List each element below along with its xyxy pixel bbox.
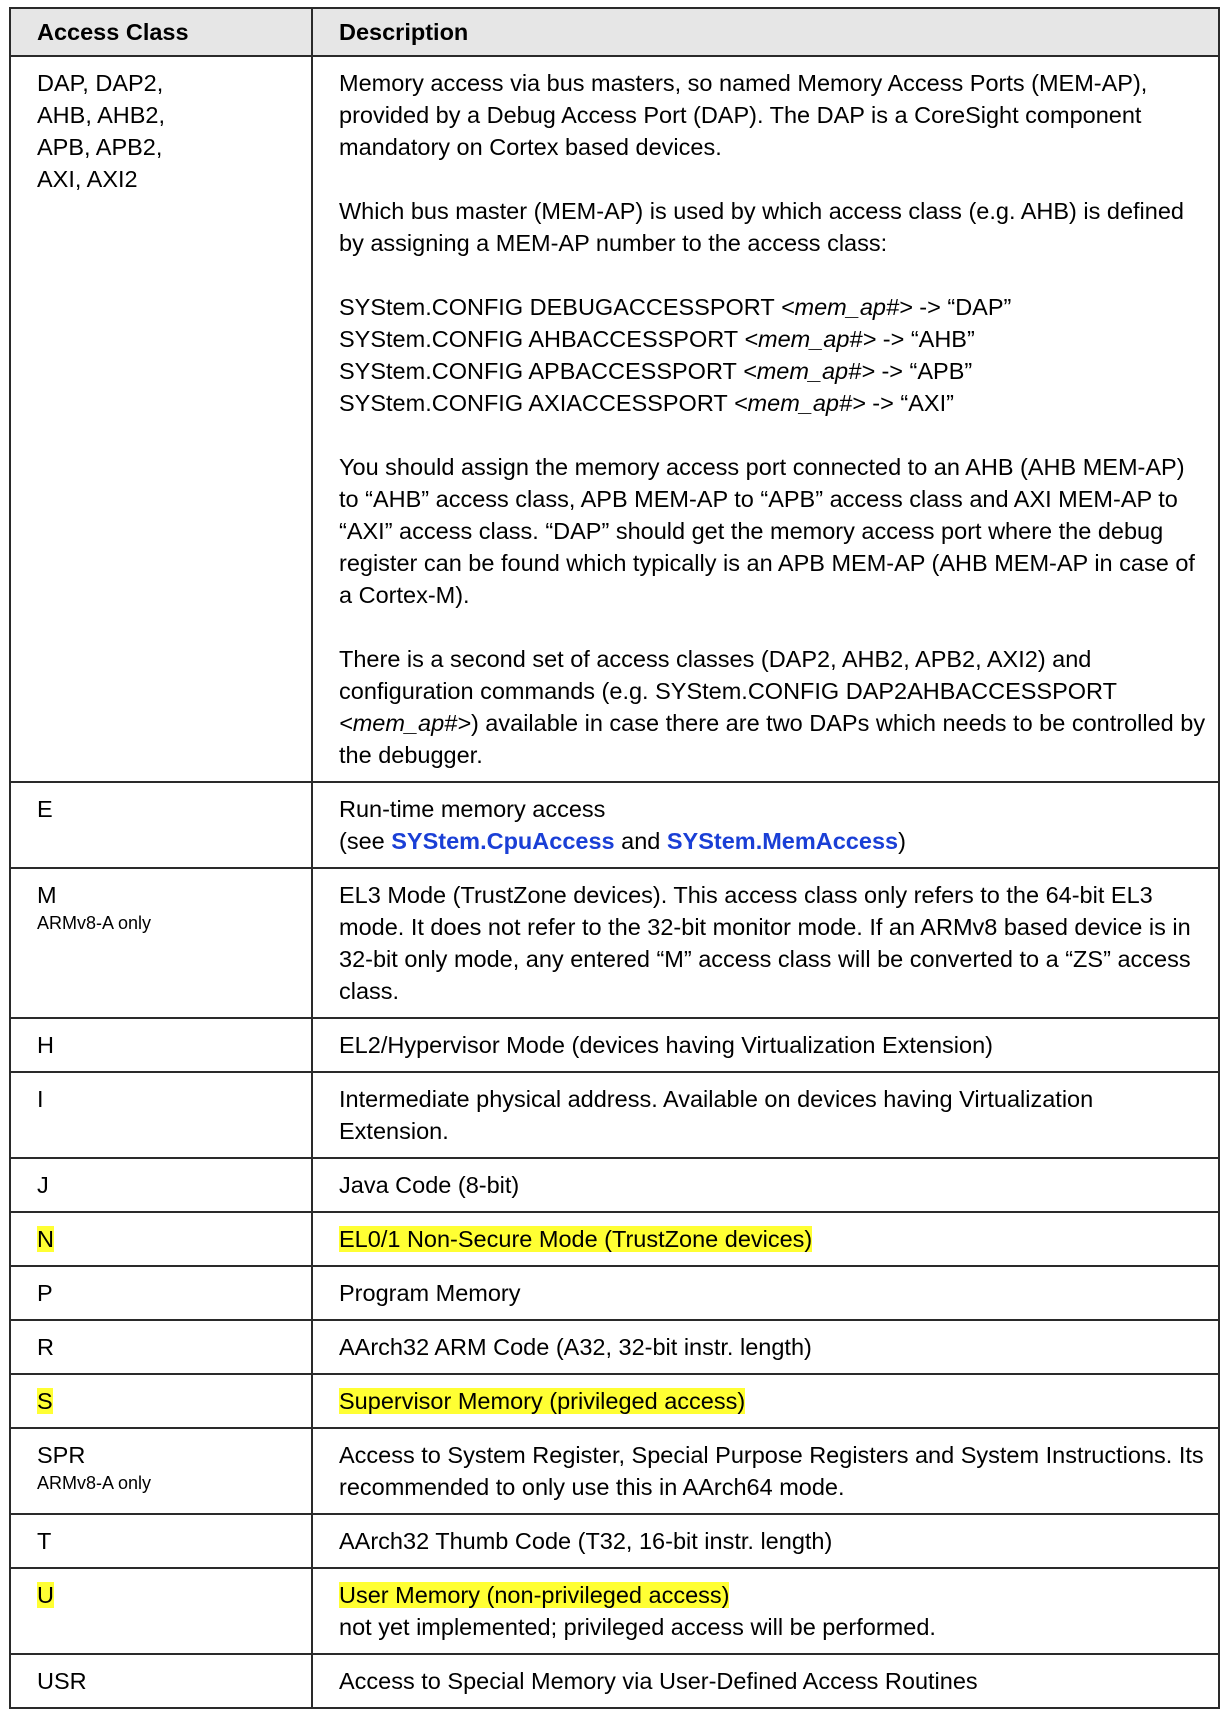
highlighted-class: N bbox=[37, 1226, 54, 1252]
access-class-cell bbox=[10, 1212, 312, 1266]
description-cell: Intermediate physical address. Available on devices having Virtualization Extension. bbox=[312, 1072, 1219, 1158]
description-cell: EL2/Hypervisor Mode (devices having Virtualization Extension) bbox=[312, 1018, 1219, 1072]
access-class-cell: E bbox=[10, 782, 312, 868]
link-system-cpuaccess[interactable]: SYStem.CpuAccess bbox=[391, 828, 615, 854]
description-line bbox=[339, 825, 1206, 857]
command-target: -> “APB” bbox=[874, 358, 973, 384]
command-text: SYStem.CONFIG DEBUGACCESSPORT bbox=[339, 294, 781, 320]
description-cell bbox=[312, 1212, 1219, 1266]
access-class-cell: USR bbox=[10, 1654, 312, 1708]
paragraph-text: ) bbox=[898, 828, 906, 854]
description-cell: AArch32 Thumb Code (T32, 16-bit instr. length) bbox=[312, 1514, 1219, 1568]
command-text: SYStem.CONFIG APBACCESSPORT bbox=[339, 358, 743, 384]
description-cell: Program Memory bbox=[312, 1266, 1219, 1320]
class-note: ARMv8-A only bbox=[37, 913, 152, 933]
description-cell: Java Code (8-bit) bbox=[312, 1158, 1219, 1212]
class-line: AXI, AXI2 bbox=[37, 166, 138, 192]
highlighted-description: User Memory (non-privileged access) bbox=[339, 1582, 730, 1608]
table-row-dap bbox=[10, 56, 1219, 782]
command-line bbox=[339, 355, 1206, 387]
access-class-table bbox=[9, 7, 1220, 1709]
description-note: not yet implemented; privileged access will be performed. bbox=[339, 1614, 936, 1640]
command-arg: <mem_ap#> bbox=[733, 390, 866, 416]
table-row-h bbox=[10, 1018, 1219, 1072]
table-row-spr bbox=[10, 1428, 1219, 1514]
command-arg: <mem_ap#> bbox=[339, 710, 471, 736]
table-row-j bbox=[10, 1158, 1219, 1212]
access-class-cell: P bbox=[10, 1266, 312, 1320]
description-cell: Access to System Register, Special Purpose Registers and System Instructions. Its recommended to only use this in AArch64 mode. bbox=[312, 1428, 1219, 1514]
command-line bbox=[339, 291, 1206, 323]
header-description: Description bbox=[312, 8, 1219, 56]
access-class-cell: I bbox=[10, 1072, 312, 1158]
paragraph-text: (see bbox=[339, 828, 392, 854]
link-system-memaccess[interactable]: SYStem.MemAccess bbox=[666, 828, 899, 854]
paragraph-text: There is a second set of access classes (DAP2, AHB2, APB2, AXI2) and configuration commands (e.g. SYStem.CONFIG DAP2AHBACCESSPORT bbox=[339, 646, 1117, 704]
description-cell: EL3 Mode (TrustZone devices). This access class only refers to the 64-bit EL3 mode. It does not refer to the 32-bit monitor mode. If an ARMv8 based device is in 32-bit only mode, any entered “M” access class will be converted to a “ZS” access class. bbox=[312, 868, 1219, 1018]
description-cell bbox=[312, 1374, 1219, 1428]
table-row-t bbox=[10, 1514, 1219, 1568]
description-cell bbox=[312, 56, 1219, 782]
class-line: DAP, DAP2, bbox=[37, 70, 164, 96]
command-text: SYStem.CONFIG AHBACCESSPORT bbox=[339, 326, 745, 352]
table-row-s bbox=[10, 1374, 1219, 1428]
table-header-row bbox=[10, 8, 1219, 56]
description-paragraph: You should assign the memory access port connected to an AHB (AHB MEM-AP) to “AHB” access class, APB MEM-AP to “APB” access class and AXI MEM-AP to “AXI” access class. “DAP” should get the memory access port where the debug register can be found which typically is an APB MEM-AP (AHB MEM-AP in case of a Cortex-M). bbox=[339, 454, 1195, 608]
command-target: -> “AHB” bbox=[876, 326, 975, 352]
highlighted-description: EL0/1 Non-Secure Mode (TrustZone devices) bbox=[339, 1226, 813, 1252]
highlighted-class: S bbox=[37, 1388, 53, 1414]
command-target: -> “DAP” bbox=[912, 294, 1012, 320]
table-row-u bbox=[10, 1568, 1219, 1654]
description-paragraph: Which bus master (MEM-AP) is used by which access class (e.g. AHB) is defined by assigning a MEM-AP number to the access class: bbox=[339, 198, 1184, 256]
table-row-r bbox=[10, 1320, 1219, 1374]
description-cell: AArch32 ARM Code (A32, 32-bit instr. length) bbox=[312, 1320, 1219, 1374]
command-line bbox=[339, 387, 1206, 419]
class-line: APB, APB2, bbox=[37, 134, 163, 160]
table-row-m bbox=[10, 868, 1219, 1018]
access-class-cell: H bbox=[10, 1018, 312, 1072]
description-cell: Access to Special Memory via User-Defined Access Routines bbox=[312, 1654, 1219, 1708]
paragraph-text: and bbox=[614, 828, 667, 854]
access-class-cell bbox=[10, 1428, 312, 1514]
command-list bbox=[339, 291, 1206, 419]
command-target: -> “AXI” bbox=[865, 390, 954, 416]
class-note: ARMv8-A only bbox=[37, 1473, 152, 1493]
description-cell bbox=[312, 1568, 1219, 1654]
access-class-cell: R bbox=[10, 1320, 312, 1374]
description-paragraph: Memory access via bus masters, so named Memory Access Ports (MEM-AP), provided by a Debug Access Port (DAP). The DAP is a CoreSight component mandatory on Cortex based devices. bbox=[339, 70, 1148, 160]
class-name: SPR bbox=[37, 1442, 86, 1468]
access-class-cell: T bbox=[10, 1514, 312, 1568]
command-arg: <mem_ap#> bbox=[780, 294, 913, 320]
header-access-class: Access Class bbox=[10, 8, 312, 56]
access-class-cell: J bbox=[10, 1158, 312, 1212]
description-cell bbox=[312, 782, 1219, 868]
table-row-p bbox=[10, 1266, 1219, 1320]
command-text: SYStem.CONFIG AXIACCESSPORT bbox=[339, 390, 734, 416]
access-class-cell bbox=[10, 868, 312, 1018]
access-class-cell bbox=[10, 1568, 312, 1654]
table-row-e bbox=[10, 782, 1219, 868]
description-line: Run-time memory access bbox=[339, 796, 606, 822]
table-row-usr bbox=[10, 1654, 1219, 1708]
highlighted-class: U bbox=[37, 1582, 54, 1608]
paragraph-text: ) available in case there are two DAPs which needs to be controlled by the debugger. bbox=[339, 710, 1206, 768]
table-row-n bbox=[10, 1212, 1219, 1266]
command-line bbox=[339, 323, 1206, 355]
command-arg: <mem_ap#> bbox=[742, 358, 875, 384]
command-arg: <mem_ap#> bbox=[744, 326, 877, 352]
highlighted-description: Supervisor Memory (privileged access) bbox=[339, 1388, 746, 1414]
table-row-i bbox=[10, 1072, 1219, 1158]
access-class-cell bbox=[10, 1374, 312, 1428]
class-name: M bbox=[37, 882, 57, 908]
class-line: AHB, AHB2, bbox=[37, 102, 165, 128]
access-class-cell bbox=[10, 56, 312, 782]
description-paragraph bbox=[339, 643, 1206, 771]
